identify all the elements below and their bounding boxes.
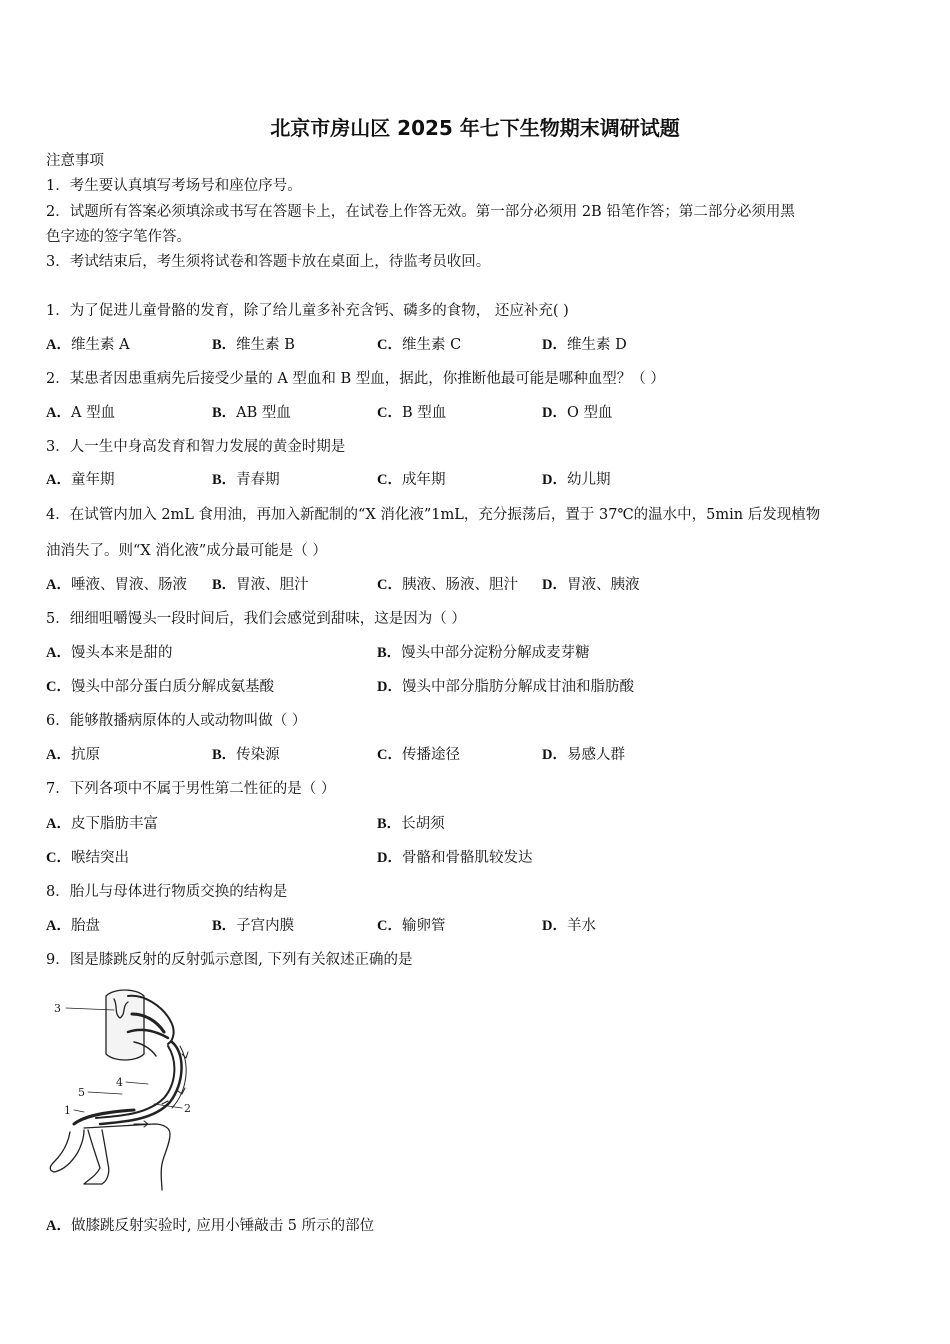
- q1-option-a: [46, 335, 130, 355]
- option-label: B．: [212, 405, 237, 421]
- option-label: D．: [542, 472, 567, 488]
- question-1-stem: 1．为了促进儿童骨骼的发育，除了给儿童多补充含钙、磷多的食物， 还应补充( ): [46, 303, 569, 319]
- q8-option-a: [46, 916, 100, 936]
- q3-option-c: [377, 470, 445, 490]
- option-text: 胰液、肠液、胆汁: [401, 577, 518, 593]
- option-text: 维生素 A: [70, 337, 130, 353]
- option-text: 馒头中部分脂肪分解成甘油和脂肪酸: [401, 679, 634, 695]
- option-label: D．: [542, 918, 567, 934]
- option-label: B．: [212, 472, 237, 488]
- option-text: O 型血: [566, 405, 613, 421]
- option-label: A．: [46, 337, 71, 353]
- option-label: D．: [377, 850, 402, 866]
- option-label: D．: [542, 577, 567, 593]
- q5-option-a: [46, 643, 172, 663]
- q6-option-c: [377, 745, 460, 765]
- option-text: 青春期: [236, 472, 280, 488]
- option-label: D．: [542, 337, 567, 353]
- q7-option-d: [377, 848, 532, 868]
- option-text: 传播途径: [401, 747, 460, 763]
- question-4-stem-cont: 油消失了。则“X 消化液”成分最可能是（ ）: [46, 543, 327, 559]
- diagram-label-1: 1: [64, 1104, 71, 1117]
- option-text: 馒头本来是甜的: [70, 645, 173, 661]
- notice-item-2: 2．试题所有答案必须填涂或书写在答题卡上，在试卷上作答无效。第一部分必须用 2B 铅笔作答；第二部分必须用黑: [46, 204, 795, 220]
- diagram-label-4: 4: [116, 1076, 123, 1089]
- option-text: 子宫内膜: [236, 918, 295, 934]
- q8-option-c: [377, 916, 445, 936]
- option-text: A 型血: [70, 405, 116, 421]
- question-5-stem: 5．细细咀嚼馒头一段时间后，我们会感觉到甜味，这是因为（ ）: [46, 611, 466, 627]
- q6-option-b: [212, 745, 280, 765]
- q1-option-d: [542, 335, 627, 355]
- option-label: C．: [377, 577, 402, 593]
- notice-item-3: 3．考试结束后，考生须将试卷和答题卡放在桌面上，待监考员收回。: [46, 254, 491, 270]
- option-label: C．: [377, 337, 402, 353]
- question-6-stem: 6．能够散播病原体的人或动物叫做（ ）: [46, 713, 307, 729]
- option-text: 童年期: [70, 472, 115, 488]
- diagram-label-3: 3: [54, 1002, 61, 1015]
- q2-option-b: [212, 403, 291, 423]
- option-label: C．: [46, 850, 71, 866]
- option-text: 幼儿期: [566, 472, 611, 488]
- question-4-stem: 4．在试管内加入 2mL 食用油，再加入新配制的“X 消化液”1mL，充分振荡后，置于 37℃的温水中，5min 后发现植物: [46, 507, 821, 523]
- notice-item-1: 1．考生要认真填写考场号和座位序号。: [46, 178, 302, 194]
- q7-option-c: [46, 848, 129, 868]
- option-label: C．: [377, 918, 402, 934]
- question-2-stem: 2．某患者因患重病先后接受少量的 A 型血和 B 型血，据此，你推断他最可能是哪种血型？（ ）: [46, 371, 665, 387]
- option-label: A．: [46, 918, 71, 934]
- option-text: 胃液、胰液: [566, 577, 640, 593]
- option-label: B．: [212, 577, 237, 593]
- question-9-stem: 9．图是膝跳反射的反射弧示意图, 下列有关叙述正确的是: [46, 952, 413, 968]
- option-label: C．: [377, 472, 402, 488]
- option-label: A．: [46, 1218, 71, 1234]
- q2-option-a: [46, 403, 115, 423]
- q4-option-d: [542, 575, 639, 595]
- option-text: 抗原: [70, 747, 100, 763]
- option-label: B．: [212, 918, 237, 934]
- option-label: C．: [377, 747, 402, 763]
- option-label: B．: [377, 816, 402, 832]
- q3-option-b: [212, 470, 280, 490]
- diagram-label-2: 2: [184, 1102, 191, 1115]
- q6-option-d: [542, 745, 625, 765]
- option-text: 传染源: [236, 747, 280, 763]
- q9-option-a: [46, 1216, 374, 1236]
- option-text: B 型血: [401, 405, 447, 421]
- option-label: B．: [212, 747, 237, 763]
- option-text: 做膝跳反射实验时, 应用小锤敲击 5 所示的部位: [70, 1218, 375, 1234]
- option-text: AB 型血: [236, 405, 291, 421]
- option-label: A．: [46, 577, 71, 593]
- option-text: 唾液、胃液、肠液: [70, 577, 187, 593]
- option-label: A．: [46, 816, 71, 832]
- option-text: 羊水: [566, 918, 596, 934]
- q4-option-a: [46, 575, 187, 595]
- option-label: C．: [377, 405, 402, 421]
- option-text: 维生素 C: [401, 337, 462, 353]
- option-text: 胃液、胆汁: [236, 577, 309, 593]
- option-label: C．: [46, 679, 71, 695]
- diagram-label-5: 5: [78, 1086, 85, 1099]
- q8-option-d: [542, 916, 596, 936]
- q2-option-c: [377, 403, 446, 423]
- option-text: 馒头中部分蛋白质分解成氨基酸: [70, 679, 274, 695]
- option-label: D．: [542, 405, 567, 421]
- q5-option-d: [377, 677, 634, 697]
- option-text: 胎盘: [70, 918, 100, 934]
- notice-item-2-cont: 色字迹的签字笔作答。: [46, 229, 191, 245]
- option-text: 馒头中部分淀粉分解成麦芽糖: [401, 645, 590, 661]
- option-label: A．: [46, 472, 71, 488]
- q3-option-d: [542, 470, 610, 490]
- option-text: 长胡须: [401, 816, 445, 832]
- option-label: A．: [46, 747, 71, 763]
- option-label: B．: [377, 645, 402, 661]
- q6-option-a: [46, 745, 100, 765]
- q4-option-b: [212, 575, 309, 595]
- option-label: D．: [377, 679, 402, 695]
- option-text: 维生素 D: [566, 337, 627, 353]
- notice-heading: 注意事项: [46, 153, 104, 169]
- option-text: 皮下脂肪丰富: [70, 816, 158, 832]
- q5-option-c: [46, 677, 274, 697]
- option-text: 易感人群: [566, 747, 625, 763]
- option-text: 维生素 B: [236, 337, 295, 353]
- q8-option-b: [212, 916, 294, 936]
- option-text: 骨骼和骨骼肌较发达: [401, 850, 533, 866]
- q1-option-b: [212, 335, 295, 355]
- option-label: A．: [46, 405, 71, 421]
- option-text: 喉结突出: [70, 850, 129, 866]
- question-7-stem: 7．下列各项中不属于男性第二性征的是（ ）: [46, 781, 336, 797]
- option-label: A．: [46, 645, 71, 661]
- q3-option-a: [46, 470, 114, 490]
- option-text: 成年期: [401, 472, 446, 488]
- question-3-stem: 3．人一生中身高发育和智力发展的黄金时期是: [46, 439, 346, 455]
- q7-option-b: [377, 814, 445, 834]
- question-8-stem: 8．胎儿与母体进行物质交换的结构是: [46, 884, 288, 900]
- q4-option-c: [377, 575, 518, 595]
- q5-option-b: [377, 643, 590, 663]
- knee-reflex-arc-diagram: [44, 984, 220, 1194]
- q1-option-c: [377, 335, 461, 355]
- option-text: 输卵管: [401, 918, 446, 934]
- page-title: 北京市房山区 2025 年七下生物期末调研试题: [270, 116, 680, 140]
- option-label: D．: [542, 747, 567, 763]
- option-label: B．: [212, 337, 237, 353]
- q2-option-d: [542, 403, 612, 423]
- q7-option-a: [46, 814, 158, 834]
